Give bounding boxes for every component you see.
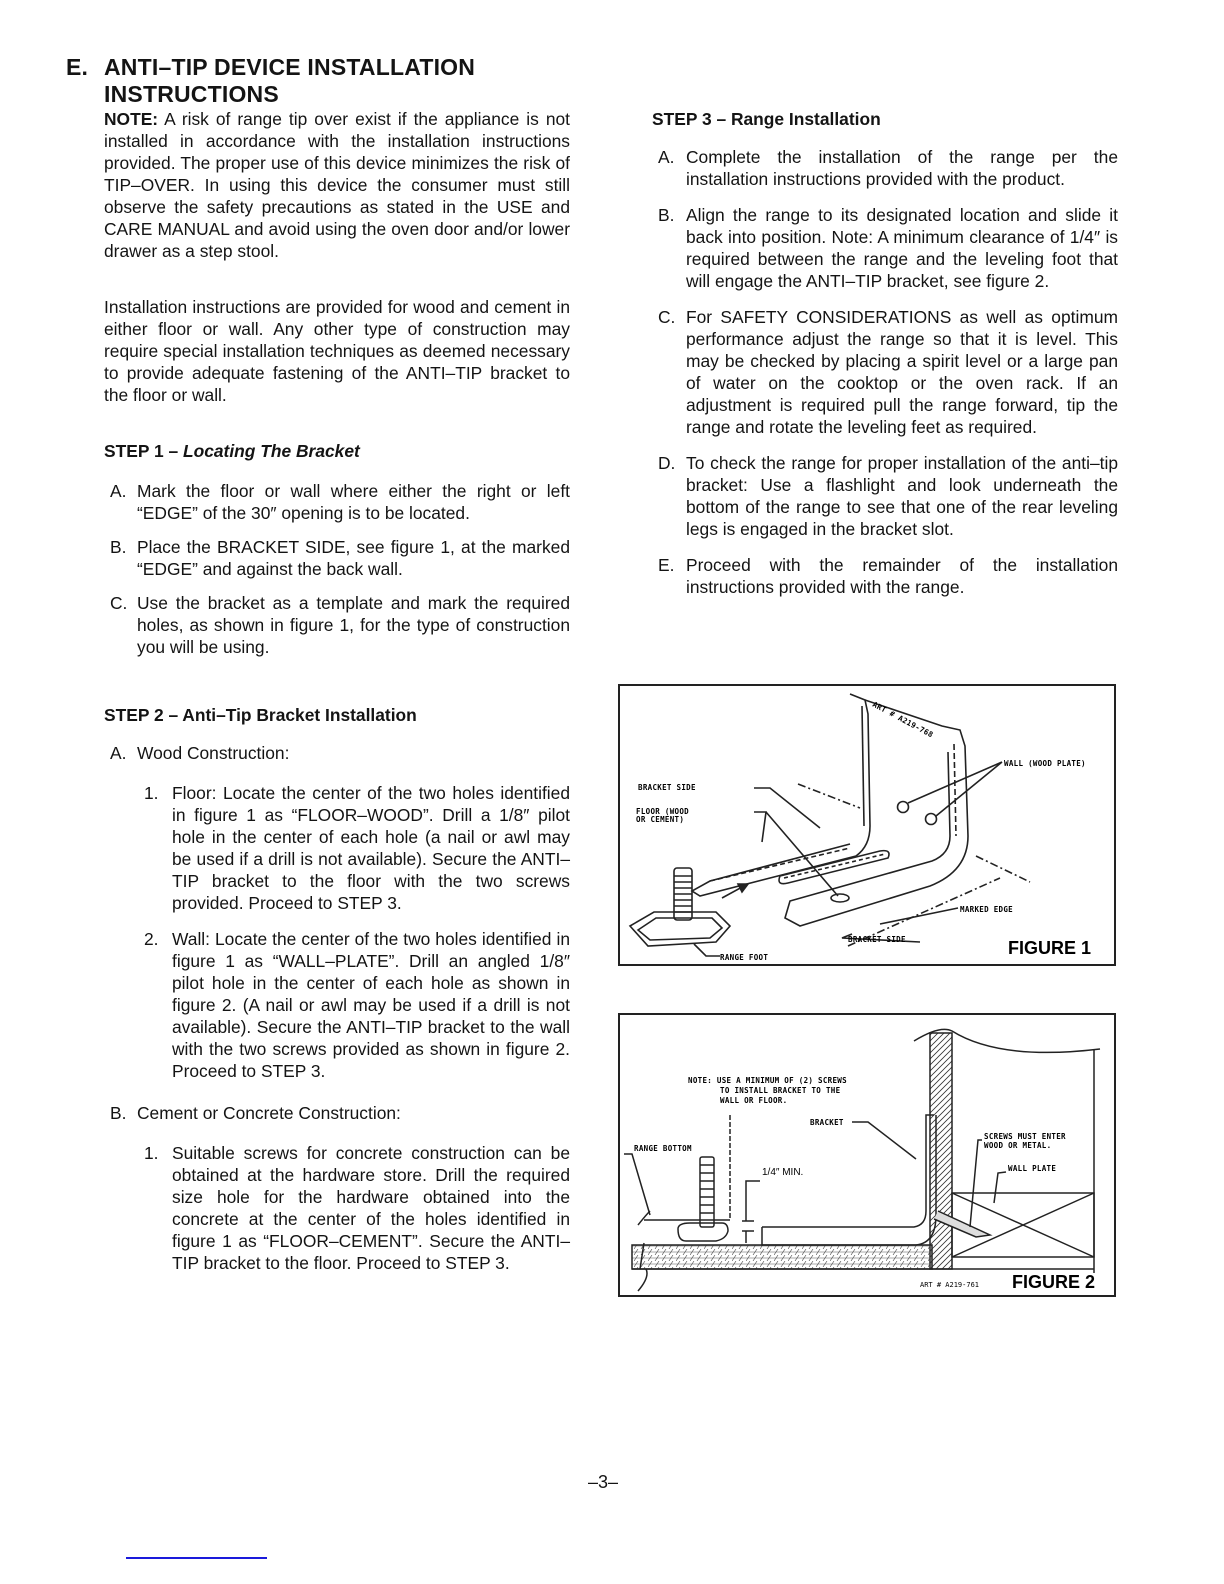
figure2-note-line3: WALL OR FLOOR. <box>720 1096 788 1105</box>
step2-b-list <box>144 1142 570 1274</box>
step3-item <box>658 554 1118 598</box>
item-text: Suitable screws for concrete construction can be obtained at the hardware store. Drill the required size hole for the hardware obtained into the concrete at the center of the holes identified in figure 1 as “FLOOR–CEMENT”. Secure the ANTI–TIP bracket to the floor. Proceed to STEP 3. <box>172 1143 570 1273</box>
item-label: 1. <box>144 783 159 803</box>
step2-section-a <box>110 742 570 764</box>
step3-item <box>658 452 1118 540</box>
page-number: –3– <box>588 1472 619 1492</box>
item-label: D. <box>658 453 676 473</box>
step3-item <box>658 306 1118 438</box>
section-title: Cement or Concrete Construction: <box>137 1103 401 1123</box>
item-label: C. <box>110 593 128 613</box>
figure2-note-line2: TO INSTALL BRACKET TO THE <box>720 1086 841 1095</box>
item-text: Floor: Locate the center of the two holes identified in figure 1 as “FLOOR–WOOD”. Drill a 1/8″ pilot hole in the center of each hole (a nail or awl may be used if a drill is not available). Secure the ANTI–TIP bracket to the floor with the two screws provided. Proceed to STEP 3. <box>172 783 570 913</box>
section-title-line1: ANTI–TIP DEVICE INSTALLATION <box>104 54 476 80</box>
callout-marked-edge: MARKED EDGE <box>960 905 1013 914</box>
callout-screws-line2: WOOD OR METAL. <box>984 1141 1052 1150</box>
item-text: Mark the floor or wall where either the right or left “EDGE” of the 30″ opening is to be located. <box>137 481 570 523</box>
step1-item <box>110 480 570 524</box>
item-text: Wall: Locate the center of the two holes identified in figure 1 as “WALL–PLATE”. Drill an angled 1/8″ pilot hole in the center of each hole as shown in figure 2. (A nail or awl may be used if a drill is not available). Secure the ANTI–TIP bracket to the wall with the two screws provided as shown in figure 2. Proceed to STEP 3. <box>172 929 570 1081</box>
step2-section-b <box>110 1102 570 1124</box>
step1-item <box>110 592 570 658</box>
item-text: Place the BRACKET SIDE, see figure 1, at the marked “EDGE” and against the back wall. <box>137 537 570 579</box>
step3-heading: STEP 3 – Range Installation <box>652 109 881 129</box>
step1-item <box>110 536 570 580</box>
item-text: Complete the installation of the range per the installation instructions provided with the product. <box>686 147 1118 189</box>
note-label: NOTE: <box>104 109 159 129</box>
figure2-art-number: ART # A219-761 <box>920 1281 980 1289</box>
section-title: Wood Construction: <box>137 743 290 763</box>
callout-floor-line1: FLOOR (WOOD <box>636 807 689 816</box>
step2-a-list <box>144 782 570 1082</box>
bracket-clearance-diagram <box>620 1015 1114 1295</box>
item-text: Align the range to its designated location and slide it back into position. Note: A minimum clearance of 1/4″ is required between the range and the leveling foot that will engage the ANTI–TIP bracket, see figure 2. <box>686 205 1118 291</box>
item-text: To check the range for proper installation of the anti–tip bracket: Use a flashlight and look underneath the bottom of the range to see that one of the rear leveling legs is engaged in the bracket slot. <box>686 453 1118 539</box>
figure-1 <box>618 684 1116 966</box>
step3-list <box>658 146 1118 598</box>
item-text: Use the bracket as a template and mark the required holes, as shown in figure 1, for the type of construction you will be using. <box>137 593 570 657</box>
item-label: B. <box>110 537 127 557</box>
figure1-art-number: ART # A219-768 <box>871 699 935 740</box>
anti-tip-bracket-diagram <box>620 686 1114 964</box>
callout-screws-line1: SCREWS MUST ENTER <box>984 1132 1066 1141</box>
footer-rule <box>126 1557 267 1559</box>
figure2-label: FIGURE 2 <box>1012 1272 1096 1292</box>
item-label: E. <box>658 555 675 575</box>
step1-list <box>110 480 570 658</box>
step3-item <box>658 204 1118 292</box>
callout-wall-wood-plate: WALL (WOOD PLATE) <box>1004 759 1086 768</box>
figure2-note-line1: NOTE: USE A MINIMUM OF (2) SCREWS <box>688 1076 847 1085</box>
item-label: 1. <box>144 1143 159 1163</box>
section-title-line2: INSTRUCTIONS <box>104 81 279 107</box>
item-label: 2. <box>144 929 159 949</box>
callout-bracket-side-bottom: BRACKET SIDE <box>848 935 906 944</box>
callout-clearance: 1/4″ MIN. <box>762 1167 804 1178</box>
figure1-label: FIGURE 1 <box>1008 938 1092 958</box>
callout-wall-plate: WALL PLATE <box>1008 1164 1057 1173</box>
note-text: A risk of range tip over exist if the appliance is not installed in accordance with the installation instructions provided. The proper use of this device minimizes the risk of TIP–OVER. In using this device the consumer must still observe the safety precautions as stated in the USE and CARE MANUAL and avoid using the oven door and/or lower drawer as a step stool. <box>104 109 570 261</box>
figure-2 <box>618 1013 1116 1297</box>
callout-range-foot: RANGE FOOT <box>720 953 769 962</box>
section-letter: E. <box>66 54 89 80</box>
callout-floor-line2: OR CEMENT) <box>636 815 685 824</box>
step1-heading <box>104 440 360 462</box>
step3-item <box>658 146 1118 190</box>
intro-paragraph: Installation instructions are provided for wood and cement in either floor or wall. Any other type of construction may require special installation techniques as deemed necessary to provide adequate fastening of the ANTI–TIP bracket to the floor or wall. <box>104 297 570 405</box>
callout-bracket: BRACKET <box>810 1118 844 1127</box>
section-label: A. <box>110 743 127 763</box>
step2-a-item <box>144 928 570 1082</box>
section-title <box>66 54 475 108</box>
step2-a-item <box>144 782 570 914</box>
item-label: A. <box>658 147 675 167</box>
item-text: Proceed with the remainder of the installation instructions provided with the range. <box>686 555 1118 597</box>
section-label: B. <box>110 1103 127 1123</box>
callout-bracket-side-top: BRACKET SIDE <box>638 783 696 792</box>
item-label: B. <box>658 205 675 225</box>
note-paragraph <box>104 108 570 262</box>
step2-b-item <box>144 1142 570 1274</box>
step1-heading-prefix: STEP 1 – <box>104 441 183 461</box>
step2-heading: STEP 2 – Anti–Tip Bracket Installation <box>104 705 417 725</box>
callout-range-bottom: RANGE BOTTOM <box>634 1144 692 1153</box>
item-label: C. <box>658 307 676 327</box>
item-text: For SAFETY CONSIDERATIONS as well as optimum performance adjust the range so that it is level. This may be checked by placing a spirit level or a large pan of water on the cooktop or the oven rack. If an adjustment is required pull the range forward, tip the range and rotate the leveling feet as required. <box>686 307 1118 437</box>
item-label: A. <box>110 481 127 501</box>
step1-heading-title: Locating The Bracket <box>182 441 360 461</box>
